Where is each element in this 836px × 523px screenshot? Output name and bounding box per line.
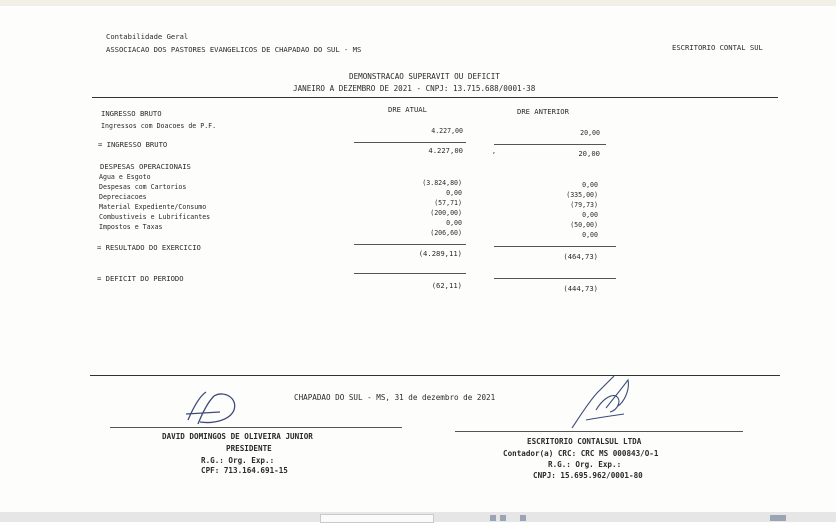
expense-current: 0,00	[446, 219, 462, 227]
viewer-tool-icon[interactable]	[490, 515, 496, 521]
ingresso-total-label: = INGRESSO BRUTO	[98, 140, 168, 149]
accountant-name: ESCRITORIO CONTALSUL LTDA	[527, 437, 642, 446]
president-signature-graphic	[180, 384, 244, 428]
ingresso-total-current: 4.227,00	[428, 146, 463, 155]
expense-label: Agua e Esgoto	[99, 173, 151, 181]
president-rg: R.G.: Org. Exp.:	[201, 456, 275, 465]
report-period: JANEIRO A DEZEMBRO DE 2021 - CNPJ: 13.715.688/0001-38	[293, 84, 536, 93]
header-rule	[92, 97, 778, 98]
expense-label: Combustiveis e Lubrificantes	[99, 213, 211, 221]
left-signature-line	[110, 427, 402, 428]
despesas-heading: DESPESAS OPERACIONAIS	[100, 162, 191, 171]
ingresso-total-previous: 20,00	[578, 149, 600, 158]
report-title: DEMONSTRACAO SUPERAVIT OU DEFICIT	[349, 72, 500, 81]
ingresso-heading: INGRESSO BRUTO	[101, 109, 162, 118]
column-current-header: DRE ATUAL	[388, 105, 427, 114]
expense-current: (3.824,80)	[422, 179, 462, 187]
resultado-rule-previous	[494, 246, 616, 247]
resultado-rule-current	[354, 244, 466, 245]
expense-previous: (50,00)	[570, 221, 598, 229]
line-item-previous: 20,00	[580, 129, 600, 137]
viewer-tool-icon[interactable]	[520, 515, 526, 521]
accountant-rg: R.G.: Org. Exp.:	[548, 460, 622, 469]
expense-label: Despesas com Cartorios	[99, 183, 187, 191]
office-name: ESCRITORIO CONTAL SUL	[672, 43, 763, 52]
expense-current: (206,60)	[430, 229, 462, 237]
expense-current: (57,71)	[434, 199, 462, 207]
expense-previous: (335,00)	[566, 191, 598, 199]
line-item-label: Ingressos com Doacoes de P.F.	[101, 122, 217, 130]
expense-previous: 0,00	[582, 231, 598, 239]
accountant-cnpj: CNPJ: 15.695.962/0001-80	[533, 471, 643, 480]
resultado-previous: (464,73)	[563, 252, 598, 261]
expense-previous: 0,00	[582, 181, 598, 189]
expense-current: (200,00)	[430, 209, 462, 217]
subtotal-rule-current	[354, 142, 466, 143]
subtotal-rule-previous	[494, 144, 606, 145]
entity-name: ASSOCIACAO DOS PASTORES EVANGELICOS DE CHAPADAO DO SUL - MS	[106, 45, 362, 54]
expense-label: Depreciacoes	[99, 193, 147, 201]
deficit-current: (62,11)	[431, 281, 462, 290]
right-signature-line	[455, 431, 743, 432]
expense-label: Material Expediente/Consumo	[99, 203, 207, 211]
resultado-label: = RESULTADO DO EXERCICIO	[97, 243, 201, 252]
president-cpf: CPF: 713.164.691-15	[201, 466, 288, 475]
accountant-crc: Contador(a) CRC: CRC MS 000843/O-1	[503, 449, 659, 458]
president-name: DAVID DOMINGOS DE OLIVEIRA JUNIOR	[162, 432, 313, 441]
expense-previous: 0,00	[582, 211, 598, 219]
deficit-rule-previous	[494, 278, 616, 279]
viewer-tool-icon[interactable]	[770, 515, 786, 521]
company-type: Contabilidade Geral	[106, 32, 189, 41]
viewer-tool-icon[interactable]	[500, 515, 506, 521]
expense-current: 0,00	[446, 189, 462, 197]
place-date: CHAPADAO DO SUL - MS, 31 de dezembro de 2021	[294, 393, 496, 402]
line-item-current: 4.227,00	[431, 127, 463, 135]
resultado-current: (4.289,11)	[418, 249, 462, 258]
footer-rule	[90, 375, 780, 376]
president-role: PRESIDENTE	[226, 444, 272, 453]
deficit-rule-current	[354, 273, 466, 274]
expense-previous: (79,73)	[570, 201, 598, 209]
stray-mark: ,	[492, 147, 496, 155]
top-scan-edge	[0, 0, 836, 6]
column-previous-header: DRE ANTERIOR	[517, 107, 569, 116]
deficit-label: = DEFICIT DO PERIODO	[97, 274, 184, 283]
deficit-previous: (444,73)	[563, 284, 598, 293]
expense-label: Impostos e Taxas	[99, 223, 163, 231]
accountant-signature-graphic	[566, 370, 636, 432]
